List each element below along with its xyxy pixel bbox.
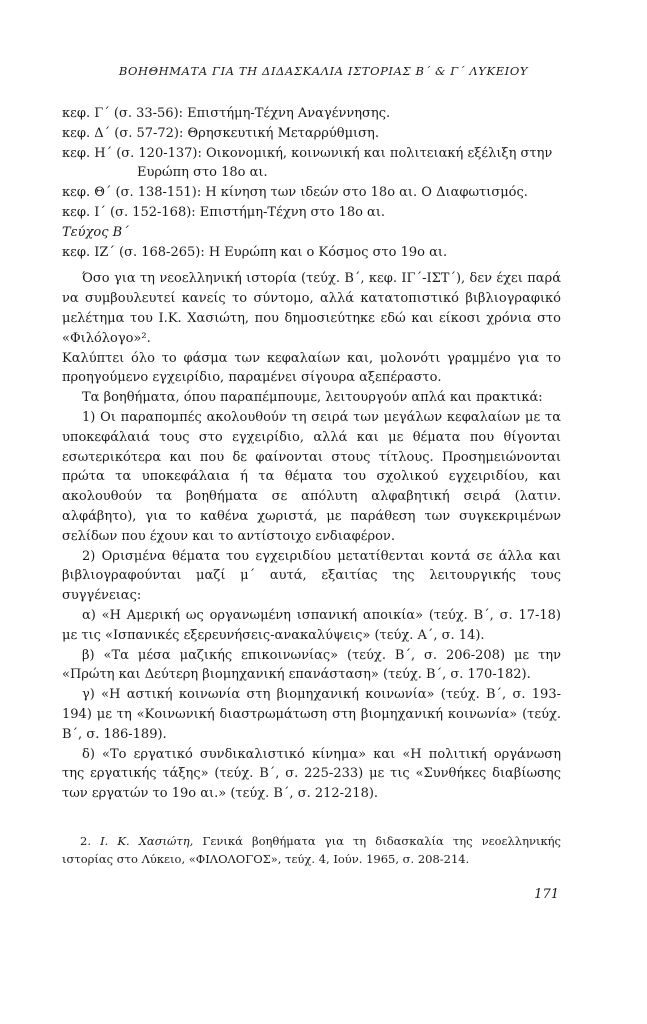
chapter-entry-th: κεφ. Θ΄ (σ. 138-151): Η κίνηση των ιδεών στο 18ο αι. Ο Διαφωτισμός. bbox=[62, 185, 528, 201]
paragraph-point-2b: β) «Τα μέσα μαζικής επικοινωνίας» (τεύχ. Β΄, σ. 206-208) με την «Πρώτη και Δεύτερη βιομηχανική επανάσταση» (τεύχ. Β΄, σ. 170-182). bbox=[62, 647, 561, 683]
running-header: ΒΟΗΘΗΜΑΤΑ ΓΙΑ ΤΗ ΔΙΔΑΣΚΑΛΙΑ ΙΣΤΟΡΙΑΣ Β΄ & Γ΄ ΛΥΚΕΙΟΥ bbox=[118, 64, 529, 78]
paragraph-point-2d: δ) «Το εργατικό συνδικαλιστικό κίνημα» και «Η πολιτική οργάνωση της εργατικής τάξης» (τεύχ. Β΄, σ. 225-233) με τις «Συνθήκες διαβίωσης των εργατών το 19ο αι.» (τεύχ. Β΄, σ. 212-218). bbox=[62, 746, 561, 802]
paragraph-modern-history: Όσο για τη νεοελληνική ιστορία (τεύχ. Β΄, κεφ. ΙΓ΄-ΙΣΤ΄), δεν έχει παρά να συμβουλευτεί κανείς το σύντομο, αλλά κατατοπιστικό βιβλιογραφικό μελέτημα του Ι.Κ. Χασιώτη, που δημοσιεύτηκε εδώ και είκοσι χρόνια στο «Φιλόλογο»². bbox=[62, 271, 561, 346]
chapter-entry-iz: κεφ. ΙΖ΄ (σ. 168-265): Η Ευρώπη και ο Κόσμος στο 19ο αι. bbox=[62, 244, 448, 260]
main-content bbox=[62, 104, 561, 804]
volume-heading: Τεύχος Β΄ bbox=[62, 224, 129, 240]
footnote-author: Ι. Κ. Χασιώτη, bbox=[100, 834, 194, 848]
paragraph-coverage: Καλύπτει όλο το φάσμα των κεφαλαίων και, μολονότι γραμμένο για το προηγούμενο εγχειρίδιο, παραμένει σίγουρα αξεπέραστο. bbox=[62, 350, 561, 386]
footnote bbox=[62, 832, 561, 868]
chapter-entry-h: κεφ. Η΄ (σ. 120-137): Οικονομική, κοινωνική και πολιτειακή εξέλιξη στην bbox=[62, 145, 553, 161]
footnote-text: Γενικά βοηθήματα για τη διδασκαλία της νεοελληνικής ιστορίας στο Λύκειο, «ΦΙΛΟΛΟΓΟΣ», τεύχ. 4, Ιούν. 1965, σ. 208-214. bbox=[62, 834, 561, 866]
chapter-entry-h-continued: Ευρώπη στο 18ο αι. bbox=[137, 165, 268, 181]
paragraph-aids-intro: Τα βοηθήματα, όπου παραπέμπουμε, λειτουργούν απλά και πρακτικά: bbox=[82, 390, 543, 406]
paragraph-point-2c: γ) «Η αστική κοινωνία στη βιομηχανική κοινωνία» (τεύχ. Β΄, σ. 193-194) με τη «Κοινωνική διαστρωμάτωση στη βιομηχανική κοινωνία» (τεύχ. Β΄, σ. 186-189). bbox=[62, 687, 561, 742]
chapter-entry-g: κεφ. Γ΄ (σ. 33-56): Επιστήμη-Τέχνη Αναγέννησης. bbox=[62, 106, 391, 121]
spacer bbox=[62, 262, 561, 269]
page-number: 171 bbox=[534, 887, 559, 902]
footnote-number: 2. bbox=[80, 834, 91, 848]
paragraph-point-1: 1) Οι παραπομπές ακολουθούν τη σειρά των μεγάλων κεφαλαίων με τα υποκεφάλαιά τους στο εγχειρίδιο, αλλά και με θέματα που θίγονται εσωτερικότερα και που δε φαίνονται στους τίτλους. Προσημειώνονται πρώτα τα υποκεφάλαια ή τα θέματα του σχολικού εγχειριδίου, και ακολουθούν τα βοηθήματα σε απόλυτη αλφαβητική σειρά (λατιν. αλφάβητο), για το καθένα χωριστά, με παράθεση των συγκεκριμένων σελίδων που έχουν και το αντίστοιχο ενδιαφέρον. bbox=[62, 409, 561, 544]
paragraph-point-2: 2) Ορισμένα θέματα του εγχειριδίου μετατίθενται κοντά σε άλλα και βιβλιογραφούνται μαζί μ΄ αυτά, εξαιτίας της λειτουργικής τους συγγένειας: bbox=[62, 548, 561, 604]
chapter-entry-i: κεφ. Ι΄ (σ. 152-168): Επιστήμη-Τέχνη στο 18ο αι. bbox=[62, 204, 386, 220]
chapter-entry-d: κεφ. Δ΄ (σ. 57-72): Θρησκευτική Μεταρρύθμιση. bbox=[62, 125, 379, 141]
paragraph-point-2a: α) «Η Αμερική ως οργανωμένη ισπανική αποικία» (τεύχ. Β΄, σ. 17-18) με τις «Ισπανικές εξερευνήσεις-ανακαλύψεις» (τεύχ. Α΄, σ. 14). bbox=[62, 607, 561, 643]
